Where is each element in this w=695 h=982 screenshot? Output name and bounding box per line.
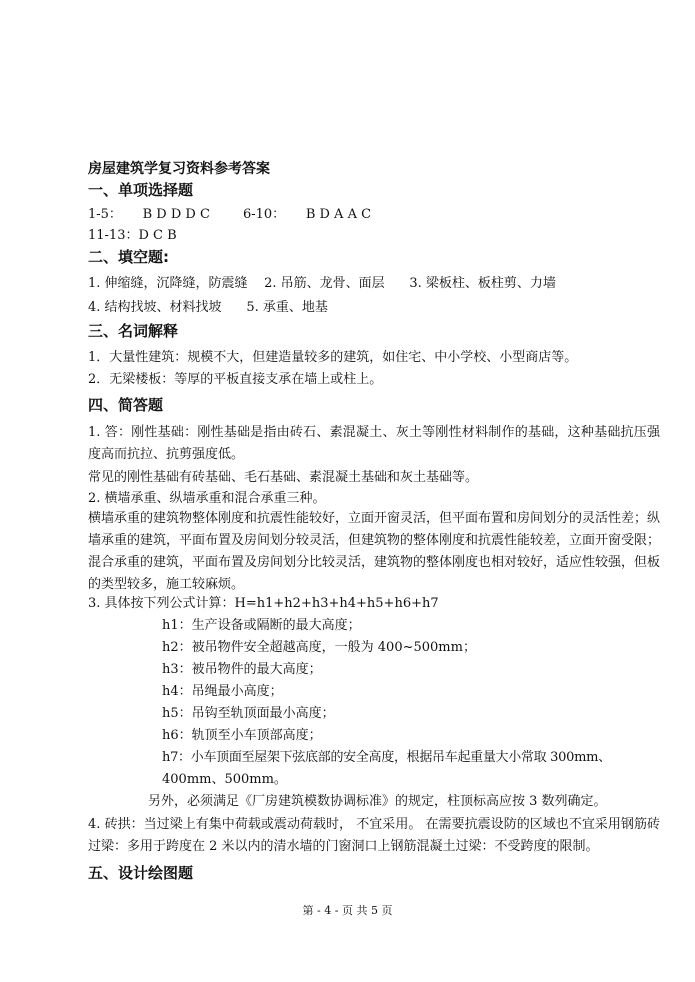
section-heading-terms: 三、名词解释 bbox=[88, 322, 179, 340]
term-definition-2: 2．无梁楼板：等厚的平板直接支承在墙上或柱上。 bbox=[88, 372, 383, 387]
choice-answers-11-13: 11-13：D C B bbox=[88, 228, 177, 243]
formula-term-h1: h1：生产设备或隔断的最大高度； bbox=[162, 618, 361, 633]
section-heading-short-answer: 四、简答题 bbox=[88, 396, 164, 414]
document-title: 房屋建筑学复习资料参考答案 bbox=[88, 161, 270, 177]
section-heading-fill: 二、填空题: bbox=[88, 248, 169, 266]
answer-3-formula: 3. 具体按下列公式计算：H=h1+h2+h3+h4+h5+h6+h7 bbox=[88, 596, 439, 611]
answer-2-paragraph: 横墙承重的建筑物整体刚度和抗震性能较好，立面开窗灵活，但平面布置和房间划分的灵活性差；纵墙承重的建筑，平面布置及房间划分较灵活，但建筑物的整体刚度和抗震性能较差，立面开窗受限；混合承重的建筑，平面布置及房间划分比较灵活，建筑物的整体刚度也相对较好，适应性较强，但板的类型较多，施工较麻烦。 bbox=[88, 511, 661, 592]
formula-term-h2: h2：被吊物件安全超越高度，一般为 400~500mm； bbox=[162, 640, 476, 655]
formula-term-h3: h3：被吊物件的最大高度； bbox=[162, 662, 322, 677]
fill-answers-row-2: 4. 结构找坡、材料找坡 5. 承重、地基 bbox=[88, 300, 328, 315]
answer-3-note: 另外，必须满足《厂房建筑模数协调标准》的规定，柱顶标高应按 3 数列确定。 bbox=[148, 794, 607, 809]
formula-term-h4: h4：吊绳最小高度； bbox=[162, 684, 283, 699]
choice-answers-1-10: 1-5： B D D D C 6-10： B D A A C bbox=[88, 207, 372, 222]
answer-4-paragraph: 4. 砖拱：当过梁上有集中荷载或震动荷载时， 不宜采用。 在需要抗震设防的区域也不宜采用钢筋砖过梁：多用于跨度在 2 米以内的清水墙的门窗洞口上钢筋混凝土过梁：不受跨度的限制。 bbox=[88, 817, 660, 854]
formula-term-h5: h5：吊钩至轨顶面最小高度； bbox=[162, 706, 335, 721]
answer-1-continued: 常见的刚性基础有砖基础、毛石基础、素混凝土基础和灰土基础等。 bbox=[88, 470, 479, 485]
answer-1-paragraph: 1. 答：刚性基础：刚性基础是指由砖石、素混凝土、灰土等刚性材料制作的基础，这种基础抗压强度高而抗拉、抗剪强度低。 bbox=[88, 425, 660, 462]
section-heading-choice: 一、单项选择题 bbox=[88, 181, 194, 199]
formula-term-h7: h7：小车顶面至屋架下弦底部的安全高度，根据吊车起重量大小常取 300mm、 bbox=[162, 750, 611, 765]
formula-term-h6: h6：轨顶至小车顶部高度； bbox=[162, 728, 322, 743]
term-definition-1: 1．大量性建筑：规模不大，但建造量较多的建筑，如住宅、中小学校、小型商店等。 bbox=[88, 350, 578, 365]
page-footer: 第 - 4 - 页 共 5 页 bbox=[302, 904, 393, 917]
section-heading-design: 五、设计绘图题 bbox=[88, 864, 194, 882]
answer-2-intro: 2. 横墙承重、纵墙承重和混合承重三种。 bbox=[88, 491, 326, 506]
formula-term-h7-continued: 400mm、500mm。 bbox=[162, 772, 287, 787]
fill-answers-row-1: 1. 伸缩缝，沉降缝，防震缝 2. 吊筋、龙骨、面层 3. 梁板柱、板柱剪、力墙 bbox=[88, 276, 556, 291]
